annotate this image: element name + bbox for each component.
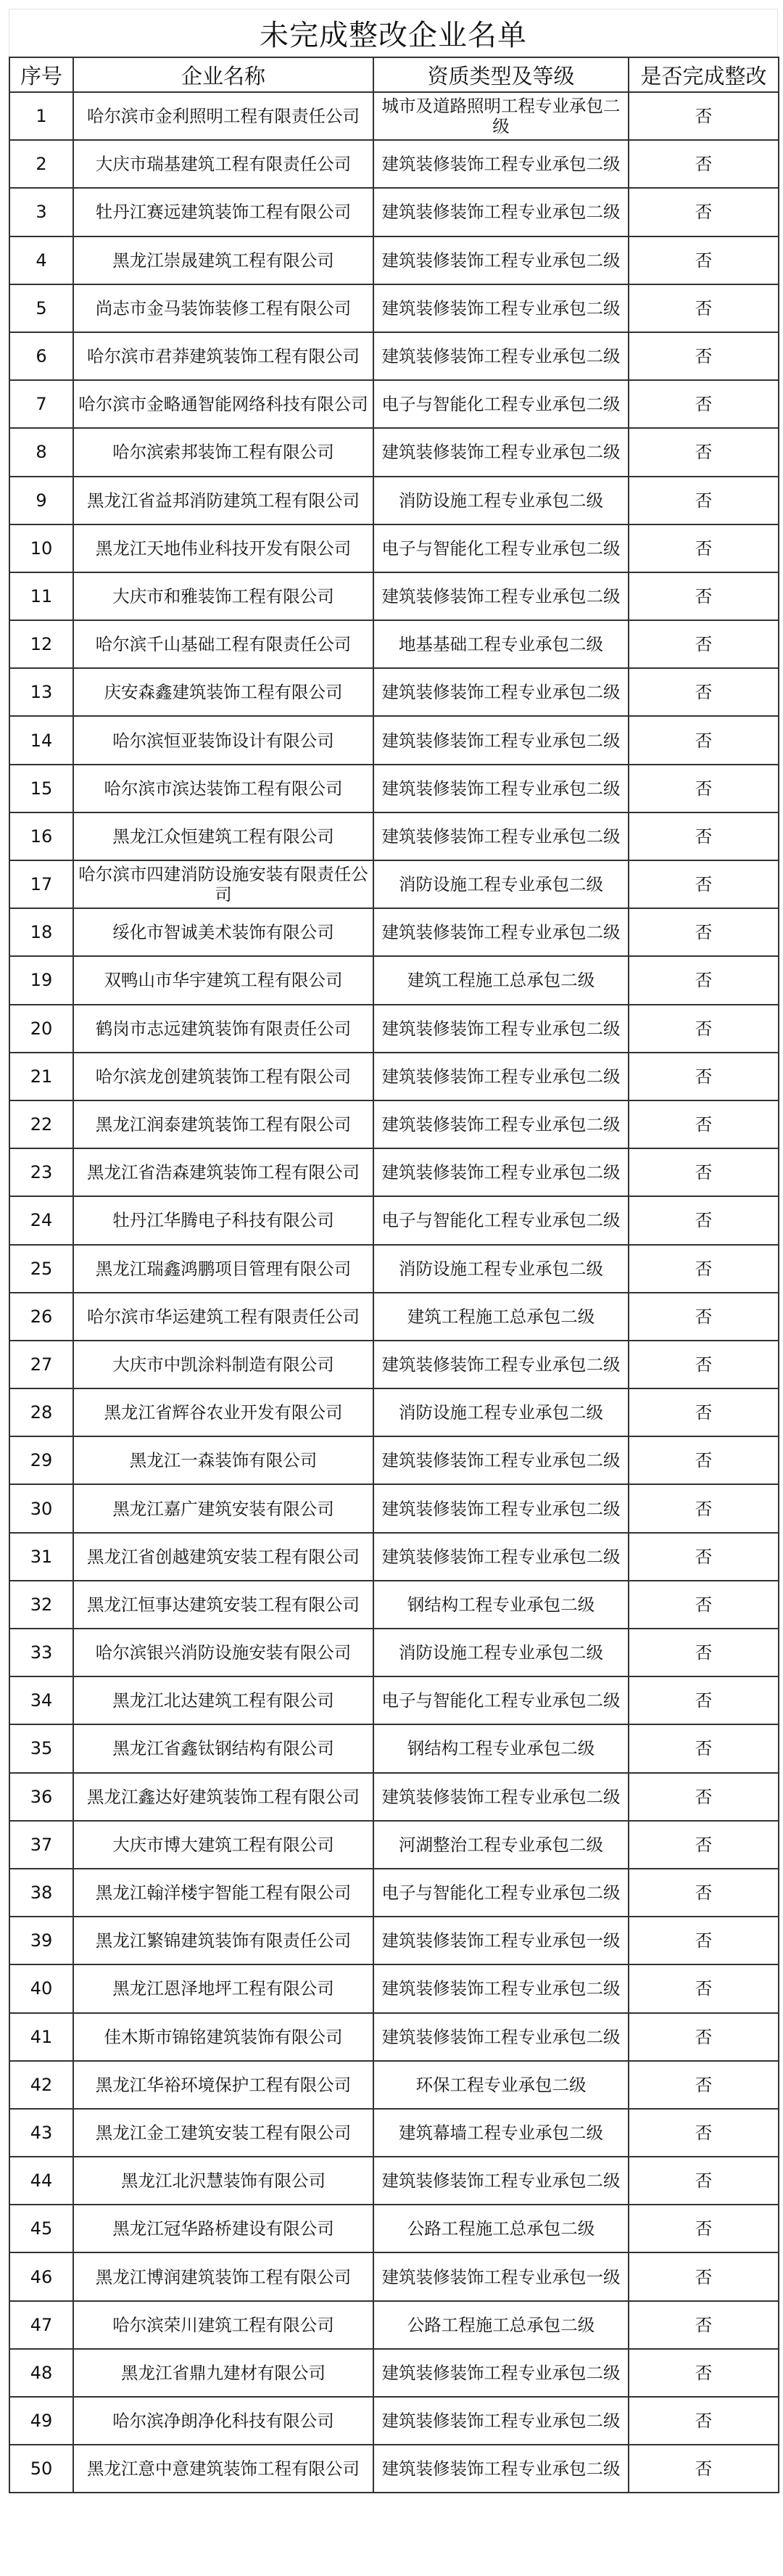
qualification-cell: 建筑装修装饰工程专业承包二级	[373, 1964, 629, 2012]
rectification-status-cell: 否	[629, 1388, 779, 1436]
table-row	[9, 2349, 779, 2397]
serial-number-cell: 41	[9, 2013, 73, 2061]
table-row	[9, 1196, 779, 1244]
table-row	[9, 812, 779, 860]
rectification-status-cell: 否	[629, 1196, 779, 1244]
table-row	[9, 2109, 779, 2157]
qualification-cell: 电子与智能化工程专业承包二级	[373, 524, 629, 572]
serial-number-cell: 11	[9, 572, 73, 620]
serial-number-cell: 18	[9, 908, 73, 956]
qualification-cell: 建筑装修装饰工程专业承包二级	[373, 1341, 629, 1388]
serial-number-cell: 15	[9, 765, 73, 812]
qualification-cell: 建筑装修装饰工程专业承包二级	[373, 765, 629, 812]
rectification-status-cell: 否	[629, 284, 779, 332]
rectification-status-cell: 否	[629, 2061, 779, 2109]
company-name-cell: 黑龙江润泰建筑装饰工程有限公司	[73, 1100, 373, 1148]
table-row	[9, 620, 779, 668]
table-row	[9, 92, 779, 140]
serial-number-cell: 32	[9, 1581, 73, 1629]
qualification-cell: 建筑装修装饰工程专业承包二级	[373, 2349, 629, 2397]
rectification-status-cell: 否	[629, 92, 779, 140]
rectification-status-cell: 否	[629, 140, 779, 188]
serial-number-cell: 47	[9, 2301, 73, 2349]
table-row	[9, 140, 779, 188]
rectification-status-cell: 否	[629, 1964, 779, 2012]
rectification-status-cell: 否	[629, 1533, 779, 1581]
rectification-status-cell: 否	[629, 1293, 779, 1341]
header-serial-number: 序号	[9, 57, 73, 92]
qualification-cell: 消防设施工程专业承包二级	[373, 477, 629, 524]
company-name-cell: 黑龙江省创越建筑安装工程有限公司	[73, 1533, 373, 1581]
qualification-cell: 建筑装修装饰工程专业承包二级	[373, 236, 629, 284]
serial-number-cell: 35	[9, 1724, 73, 1772]
serial-number-cell: 16	[9, 812, 73, 860]
table-row	[9, 284, 779, 332]
table-row	[9, 428, 779, 476]
serial-number-cell: 25	[9, 1245, 73, 1293]
qualification-cell: 消防设施工程专业承包二级	[373, 1245, 629, 1293]
company-name-cell: 哈尔滨银兴消防设施安装有限公司	[73, 1629, 373, 1676]
qualification-cell: 建筑幕墙工程专业承包二级	[373, 2109, 629, 2157]
rectification-status-cell: 否	[629, 2205, 779, 2252]
qualification-cell: 消防设施工程专业承包二级	[373, 1388, 629, 1436]
serial-number-cell: 40	[9, 1964, 73, 2012]
rectification-status-cell: 否	[629, 1917, 779, 1964]
serial-number-cell: 13	[9, 668, 73, 716]
rectification-status-cell: 否	[629, 1869, 779, 1917]
qualification-cell: 建筑装修装饰工程专业承包二级	[373, 1773, 629, 1821]
qualification-cell: 公路工程施工总承包二级	[373, 2205, 629, 2252]
serial-number-cell: 12	[9, 620, 73, 668]
table-row	[9, 477, 779, 524]
company-name-cell: 哈尔滨市君莽建筑装饰工程有限公司	[73, 332, 373, 380]
table-row	[9, 2205, 779, 2252]
table-row	[9, 1100, 779, 1148]
table-row	[9, 1005, 779, 1053]
rectification-status-cell: 否	[629, 716, 779, 764]
table-row	[9, 1629, 779, 1676]
qualification-cell: 地基基础工程专业承包二级	[373, 620, 629, 668]
company-name-cell: 佳木斯市锦铭建筑装饰有限公司	[73, 2013, 373, 2061]
qualification-cell: 建筑装修装饰工程专业承包一级	[373, 1917, 629, 1964]
rectification-status-cell: 否	[629, 1629, 779, 1676]
table-row	[9, 1053, 779, 1100]
qualification-cell: 消防设施工程专业承包二级	[373, 860, 629, 908]
serial-number-cell: 26	[9, 1293, 73, 1341]
rectification-status-cell: 否	[629, 1773, 779, 1821]
qualification-cell: 建筑装修装饰工程专业承包二级	[373, 812, 629, 860]
rectification-status-cell: 否	[629, 2301, 779, 2349]
qualification-cell: 建筑装修装饰工程专业承包二级	[373, 428, 629, 476]
company-name-cell: 黑龙江瑞鑫鸿鹏项目管理有限公司	[73, 1245, 373, 1293]
header-qualification: 资质类型及等级	[373, 57, 629, 92]
rectification-status-cell: 否	[629, 236, 779, 284]
qualification-cell: 建筑装修装饰工程专业承包二级	[373, 140, 629, 188]
rectification-status-cell: 否	[629, 2397, 779, 2445]
table-row	[9, 908, 779, 956]
rectification-status-cell: 否	[629, 2157, 779, 2205]
qualification-cell: 建筑装修装饰工程专业承包二级	[373, 2157, 629, 2205]
rectification-status-cell: 否	[629, 812, 779, 860]
serial-number-cell: 2	[9, 140, 73, 188]
serial-number-cell: 28	[9, 1388, 73, 1436]
qualification-cell: 消防设施工程专业承包二级	[373, 1629, 629, 1676]
company-name-cell: 黑龙江众恒建筑工程有限公司	[73, 812, 373, 860]
serial-number-cell: 37	[9, 1821, 73, 1869]
table-row	[9, 2013, 779, 2061]
company-name-cell: 大庆市博大建筑工程有限公司	[73, 1821, 373, 1869]
table-row	[9, 668, 779, 716]
qualification-cell: 建筑装修装饰工程专业承包二级	[373, 1484, 629, 1532]
company-name-cell: 哈尔滨市华运建筑工程有限责任公司	[73, 1293, 373, 1341]
serial-number-cell: 48	[9, 2349, 73, 2397]
company-name-cell: 哈尔滨市四建消防设施安装有限责任公司	[73, 860, 373, 908]
company-name-cell: 哈尔滨市金利照明工程有限责任公司	[73, 92, 373, 140]
table-row	[9, 1773, 779, 1821]
rectification-status-cell: 否	[629, 332, 779, 380]
qualification-cell: 建筑装修装饰工程专业承包二级	[373, 668, 629, 716]
qualification-cell: 电子与智能化工程专业承包二级	[373, 1676, 629, 1724]
rectification-status-cell: 否	[629, 620, 779, 668]
company-name-cell: 大庆市和雅装饰工程有限公司	[73, 572, 373, 620]
rectification-status-cell: 否	[629, 380, 779, 428]
serial-number-cell: 27	[9, 1341, 73, 1388]
company-table	[9, 57, 779, 2493]
qualification-cell: 建筑装修装饰工程专业承包二级	[373, 1533, 629, 1581]
company-name-cell: 哈尔滨市金略通智能网络科技有限公司	[73, 380, 373, 428]
rectification-status-cell: 否	[629, 2252, 779, 2300]
company-name-cell: 牡丹江华腾电子科技有限公司	[73, 1196, 373, 1244]
serial-number-cell: 23	[9, 1148, 73, 1196]
company-name-cell: 黑龙江意中意建筑装饰工程有限公司	[73, 2445, 373, 2493]
company-name-cell: 哈尔滨荣川建筑工程有限公司	[73, 2301, 373, 2349]
company-name-cell: 黑龙江恩泽地坪工程有限公司	[73, 1964, 373, 2012]
header-rectification-done: 是否完成整改	[629, 57, 779, 92]
serial-number-cell: 46	[9, 2252, 73, 2300]
rectification-status-cell: 否	[629, 860, 779, 908]
company-name-cell: 黑龙江金工建筑安装工程有限公司	[73, 2109, 373, 2157]
table-row	[9, 2061, 779, 2109]
company-name-cell: 黑龙江一森装饰有限公司	[73, 1436, 373, 1484]
table-row	[9, 524, 779, 572]
serial-number-cell: 20	[9, 1005, 73, 1053]
table-row	[9, 2157, 779, 2205]
serial-number-cell: 5	[9, 284, 73, 332]
rectification-status-cell: 否	[629, 1484, 779, 1532]
table-row	[9, 765, 779, 812]
table-row	[9, 1341, 779, 1388]
table-row	[9, 1533, 779, 1581]
serial-number-cell: 44	[9, 2157, 73, 2205]
company-name-cell: 黑龙江省浩森建筑装饰工程有限公司	[73, 1148, 373, 1196]
company-name-cell: 哈尔滨恒亚装饰设计有限公司	[73, 716, 373, 764]
table-row	[9, 1581, 779, 1629]
table-row	[9, 188, 779, 236]
rectification-status-cell: 否	[629, 1436, 779, 1484]
rectification-status-cell: 否	[629, 477, 779, 524]
rectification-status-cell: 否	[629, 188, 779, 236]
serial-number-cell: 8	[9, 428, 73, 476]
company-name-cell: 黑龙江冠华路桥建设有限公司	[73, 2205, 373, 2252]
serial-number-cell: 9	[9, 477, 73, 524]
qualification-cell: 建筑装修装饰工程专业承包二级	[373, 2445, 629, 2493]
serial-number-cell: 4	[9, 236, 73, 284]
company-name-cell: 尚志市金马装饰装修工程有限公司	[73, 284, 373, 332]
table-row	[9, 2397, 779, 2445]
company-name-cell: 黑龙江北沢慧装饰有限公司	[73, 2157, 373, 2205]
qualification-cell: 建筑装修装饰工程专业承包二级	[373, 1100, 629, 1148]
table-row	[9, 1245, 779, 1293]
company-name-cell: 绥化市智诚美术装饰有限公司	[73, 908, 373, 956]
header-company-name: 企业名称	[73, 57, 373, 92]
qualification-cell: 钢结构工程专业承包二级	[373, 1724, 629, 1772]
serial-number-cell: 36	[9, 1773, 73, 1821]
table-row	[9, 2445, 779, 2493]
qualification-cell: 电子与智能化工程专业承包二级	[373, 380, 629, 428]
rectification-status-cell: 否	[629, 2109, 779, 2157]
company-name-cell: 大庆市瑞基建筑工程有限责任公司	[73, 140, 373, 188]
qualification-cell: 建筑装修装饰工程专业承包二级	[373, 572, 629, 620]
qualification-cell: 建筑装修装饰工程专业承包二级	[373, 2013, 629, 2061]
serial-number-cell: 24	[9, 1196, 73, 1244]
company-name-cell: 黑龙江天地伟业科技开发有限公司	[73, 524, 373, 572]
serial-number-cell: 14	[9, 716, 73, 764]
table-row	[9, 1869, 779, 1917]
serial-number-cell: 21	[9, 1053, 73, 1100]
serial-number-cell: 49	[9, 2397, 73, 2445]
qualification-cell: 建筑装修装饰工程专业承包二级	[373, 332, 629, 380]
rectification-status-cell: 否	[629, 428, 779, 476]
table-row	[9, 2301, 779, 2349]
company-name-cell: 黑龙江省鼎九建材有限公司	[73, 2349, 373, 2397]
company-name-cell: 哈尔滨索邦装饰工程有限公司	[73, 428, 373, 476]
rectification-status-cell: 否	[629, 668, 779, 716]
qualification-cell: 建筑装修装饰工程专业承包二级	[373, 284, 629, 332]
serial-number-cell: 42	[9, 2061, 73, 2109]
company-name-cell: 黑龙江嘉广建筑安装有限公司	[73, 1484, 373, 1532]
serial-number-cell: 17	[9, 860, 73, 908]
title-bar	[9, 9, 778, 57]
qualification-cell: 建筑装修装饰工程专业承包二级	[373, 1005, 629, 1053]
table-row	[9, 572, 779, 620]
table-row	[9, 1917, 779, 1964]
table-row	[9, 1388, 779, 1436]
rectification-status-cell: 否	[629, 2445, 779, 2493]
qualification-cell: 电子与智能化工程专业承包二级	[373, 1869, 629, 1917]
qualification-cell: 建筑工程施工总承包二级	[373, 1293, 629, 1341]
table-row	[9, 860, 779, 908]
company-name-cell: 双鸭山市华宇建筑工程有限公司	[73, 956, 373, 1004]
table-row	[9, 1484, 779, 1532]
company-name-cell: 黑龙江鑫达好建筑装饰工程有限公司	[73, 1773, 373, 1821]
qualification-cell: 河湖整治工程专业承包二级	[373, 1821, 629, 1869]
qualification-cell: 建筑装修装饰工程专业承包二级	[373, 2397, 629, 2445]
table-row	[9, 2252, 779, 2300]
qualification-cell: 建筑装修装饰工程专业承包二级	[373, 188, 629, 236]
company-name-cell: 哈尔滨净朗净化科技有限公司	[73, 2397, 373, 2445]
company-name-cell: 黑龙江省鑫钛钢结构有限公司	[73, 1724, 373, 1772]
table-row	[9, 236, 779, 284]
document-sheet	[9, 9, 778, 2493]
company-name-cell: 哈尔滨千山基础工程有限责任公司	[73, 620, 373, 668]
company-name-cell: 鹤岗市志远建筑装饰有限责任公司	[73, 1005, 373, 1053]
company-name-cell: 大庆市中凯涂料制造有限公司	[73, 1341, 373, 1388]
rectification-status-cell: 否	[629, 572, 779, 620]
qualification-cell: 公路工程施工总承包二级	[373, 2301, 629, 2349]
serial-number-cell: 6	[9, 332, 73, 380]
table-row	[9, 332, 779, 380]
rectification-status-cell: 否	[629, 1005, 779, 1053]
company-name-cell: 黑龙江省辉谷农业开发有限公司	[73, 1388, 373, 1436]
qualification-cell: 环保工程专业承包二级	[373, 2061, 629, 2109]
rectification-status-cell: 否	[629, 1341, 779, 1388]
qualification-cell: 钢结构工程专业承包二级	[373, 1581, 629, 1629]
serial-number-cell: 30	[9, 1484, 73, 1532]
qualification-cell: 建筑装修装饰工程专业承包二级	[373, 1053, 629, 1100]
table-row	[9, 380, 779, 428]
rectification-status-cell: 否	[629, 1245, 779, 1293]
rectification-status-cell: 否	[629, 2349, 779, 2397]
qualification-cell: 建筑装修装饰工程专业承包二级	[373, 1436, 629, 1484]
serial-number-cell: 19	[9, 956, 73, 1004]
company-name-cell: 牡丹江赛远建筑装饰工程有限公司	[73, 188, 373, 236]
company-name-cell: 庆安森鑫建筑装饰工程有限公司	[73, 668, 373, 716]
table-row	[9, 1436, 779, 1484]
rectification-status-cell: 否	[629, 1724, 779, 1772]
company-name-cell: 黑龙江恒事达建筑安装工程有限公司	[73, 1581, 373, 1629]
qualification-cell: 城市及道路照明工程专业承包二级	[373, 92, 629, 140]
serial-number-cell: 1	[9, 92, 73, 140]
serial-number-cell: 34	[9, 1676, 73, 1724]
table-row	[9, 1148, 779, 1196]
qualification-cell: 建筑装修装饰工程专业承包二级	[373, 1148, 629, 1196]
rectification-status-cell: 否	[629, 956, 779, 1004]
rectification-status-cell: 否	[629, 1100, 779, 1148]
serial-number-cell: 45	[9, 2205, 73, 2252]
serial-number-cell: 38	[9, 1869, 73, 1917]
serial-number-cell: 31	[9, 1533, 73, 1581]
company-name-cell: 黑龙江翰洋楼宇智能工程有限公司	[73, 1869, 373, 1917]
rectification-status-cell: 否	[629, 524, 779, 572]
company-name-cell: 哈尔滨市滨达装饰工程有限公司	[73, 765, 373, 812]
company-name-cell: 黑龙江省益邦消防建筑工程有限公司	[73, 477, 373, 524]
company-name-cell: 黑龙江崇晟建筑工程有限公司	[73, 236, 373, 284]
company-name-cell: 黑龙江博润建筑装饰工程有限公司	[73, 2252, 373, 2300]
rectification-status-cell: 否	[629, 1053, 779, 1100]
table-row	[9, 1293, 779, 1341]
qualification-cell: 建筑装修装饰工程专业承包二级	[373, 908, 629, 956]
rectification-status-cell: 否	[629, 1676, 779, 1724]
page-title: 未完成整改企业名单	[260, 19, 527, 52]
rectification-status-cell: 否	[629, 1148, 779, 1196]
table-row	[9, 1724, 779, 1772]
company-name-cell: 黑龙江北达建筑工程有限公司	[73, 1676, 373, 1724]
table-row	[9, 956, 779, 1004]
serial-number-cell: 39	[9, 1917, 73, 1964]
table-row	[9, 1964, 779, 2012]
qualification-cell: 建筑工程施工总承包二级	[373, 956, 629, 1004]
rectification-status-cell: 否	[629, 908, 779, 956]
company-name-cell: 哈尔滨龙创建筑装饰工程有限公司	[73, 1053, 373, 1100]
serial-number-cell: 33	[9, 1629, 73, 1676]
serial-number-cell: 29	[9, 1436, 73, 1484]
table-row	[9, 716, 779, 764]
serial-number-cell: 43	[9, 2109, 73, 2157]
serial-number-cell: 7	[9, 380, 73, 428]
serial-number-cell: 10	[9, 524, 73, 572]
company-name-cell: 黑龙江华裕环境保护工程有限公司	[73, 2061, 373, 2109]
table-header-row	[9, 57, 779, 92]
qualification-cell: 建筑装修装饰工程专业承包一级	[373, 2252, 629, 2300]
serial-number-cell: 3	[9, 188, 73, 236]
qualification-cell: 建筑装修装饰工程专业承包二级	[373, 716, 629, 764]
table-row	[9, 1676, 779, 1724]
serial-number-cell: 22	[9, 1100, 73, 1148]
rectification-status-cell: 否	[629, 1821, 779, 1869]
rectification-status-cell: 否	[629, 765, 779, 812]
qualification-cell: 电子与智能化工程专业承包二级	[373, 1196, 629, 1244]
rectification-status-cell: 否	[629, 1581, 779, 1629]
rectification-status-cell: 否	[629, 2013, 779, 2061]
serial-number-cell: 50	[9, 2445, 73, 2493]
table-row	[9, 1821, 779, 1869]
company-name-cell: 黑龙江繁锦建筑装饰有限责任公司	[73, 1917, 373, 1964]
